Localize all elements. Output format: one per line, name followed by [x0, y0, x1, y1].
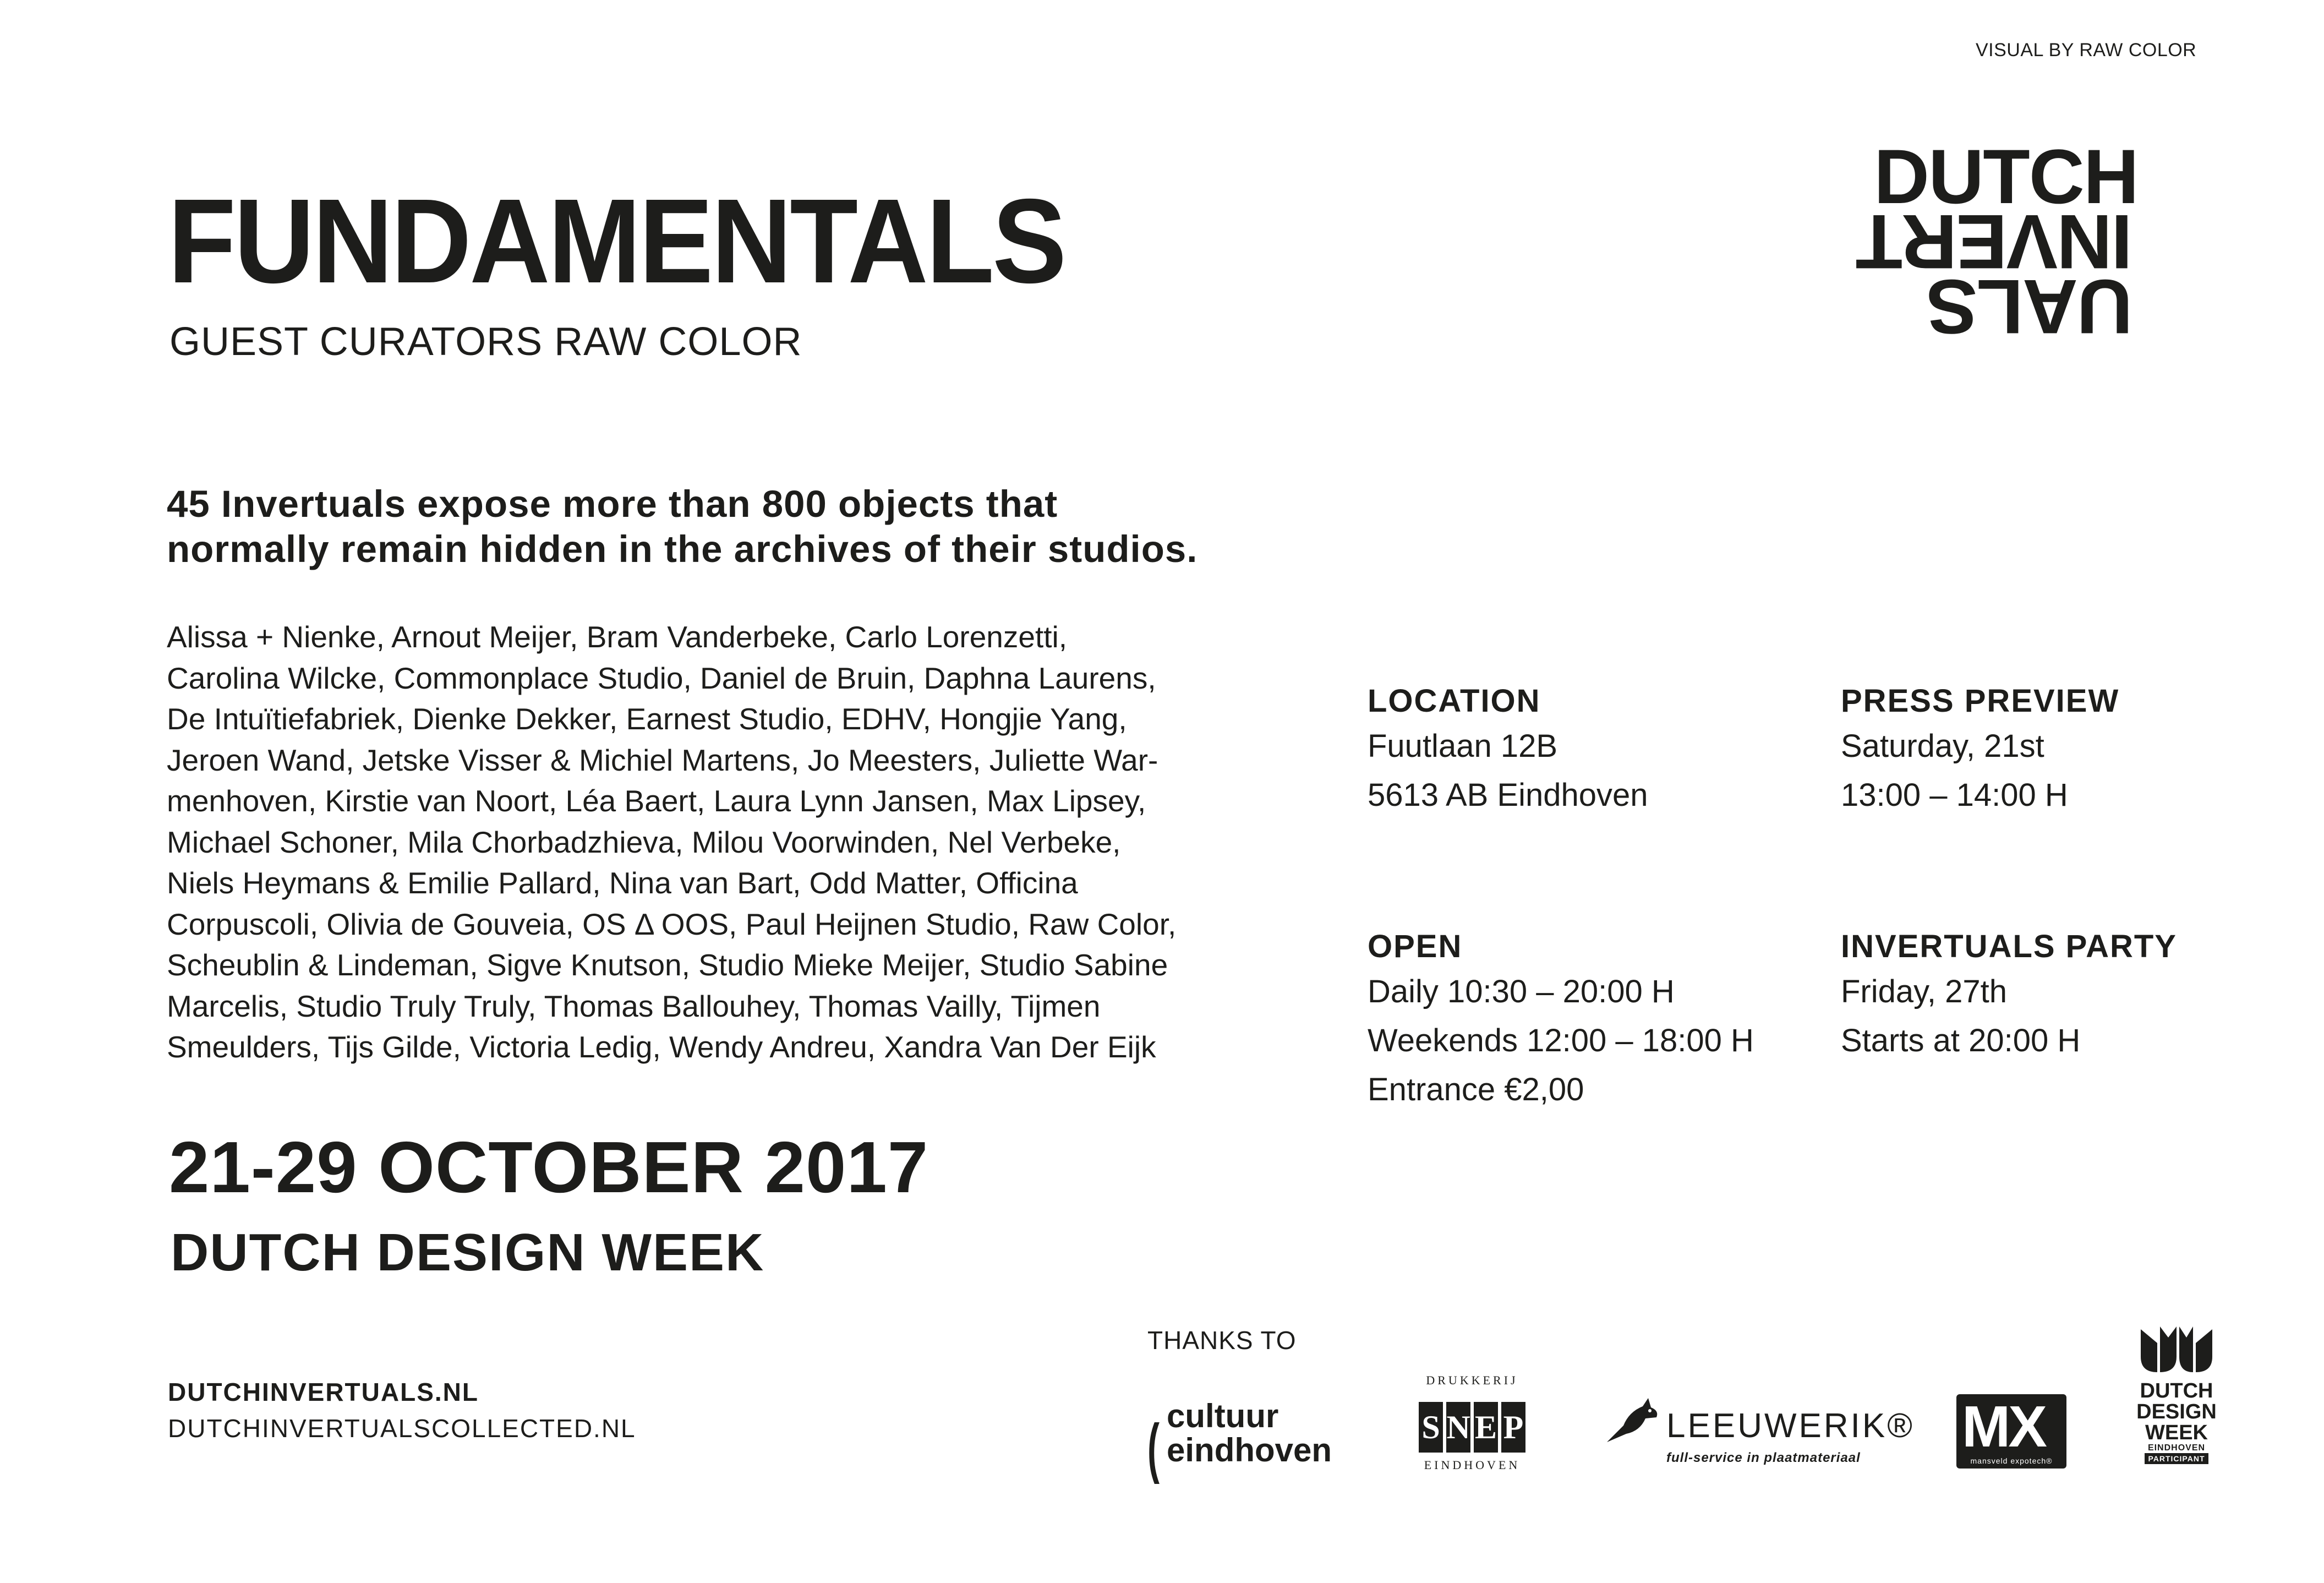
leeuwerik-logo	[1601, 1395, 1915, 1472]
location-heading: LOCATION	[1368, 683, 1541, 719]
open-daily: Daily 10:30 – 20:00 H	[1368, 974, 1675, 1009]
party-heading: INVERTUALS PARTY	[1841, 929, 2177, 964]
location-street: Fuutlaan 12B	[1368, 728, 1558, 764]
ddw-participant-badge: PARTICIPANT	[2145, 1453, 2208, 1464]
snep-logo	[1412, 1373, 1533, 1478]
snep-letter-boxes	[1412, 1402, 1533, 1453]
participants-line: Alissa + Nienke, Arnout Meijer, Bram Vanderbeke, Carlo Lorenzetti,	[167, 620, 1068, 654]
press-preview-block	[1841, 681, 2324, 820]
mansveld-expotech-logo	[1956, 1394, 2066, 1469]
press-heading: PRESS PREVIEW	[1841, 683, 2120, 719]
snep-letter: P	[1501, 1402, 1525, 1453]
logo-line-1: DUTCH	[1874, 133, 2138, 220]
ddw-line-3: WEEK	[2145, 1421, 2208, 1444]
ddw-line-2: DESIGN	[2136, 1400, 2217, 1423]
eindhoven-word: eindhoven	[1167, 1432, 1332, 1469]
event-dates: 21-29 OCTOBER 2017	[169, 1127, 929, 1208]
party-day: Friday, 27th	[1841, 974, 2007, 1009]
participants-line: Niels Heymans & Emilie Pallard, Nina van Bart, Odd Matter, Officina	[167, 866, 1078, 900]
ddw-line-4: EINDHOVEN	[2147, 1443, 2206, 1453]
ddw-tulip-icon	[2138, 1324, 2215, 1373]
participants-list	[167, 616, 1267, 1068]
logo-line-3: UALS	[1927, 264, 2132, 350]
location-city: 5613 AB Eindhoven	[1368, 777, 1648, 813]
location-block	[1368, 681, 1863, 820]
snep-letter: S	[1419, 1402, 1443, 1453]
open-entrance: Entrance €2,00	[1368, 1072, 1584, 1107]
page-subtitle: GUEST CURATORS RAW COLOR	[169, 320, 802, 364]
press-time: 13:00 – 14:00 H	[1841, 777, 2068, 813]
cultuur-word: cultuur	[1167, 1398, 1279, 1434]
participants-line: Marcelis, Studio Truly Truly, Thomas Ballouhey, Thomas Vailly, Tijmen	[167, 989, 1101, 1023]
mx-subtitle: mansveld expotech®	[1970, 1456, 2053, 1465]
lead-statement	[167, 482, 1377, 572]
press-day: Saturday, 21st	[1841, 728, 2044, 764]
lead-line: normally remain hidden in the archives of their studios.	[167, 528, 1198, 570]
event-name: DUTCH DESIGN WEEK	[171, 1223, 765, 1282]
thanks-label: THANKS TO	[1147, 1326, 1297, 1355]
participants-line: Michael Schoner, Mila Chorbadzhieva, Milou Voorwinden, Nel Verbeke,	[167, 825, 1121, 859]
participants-line: De Intuïtiefabriek, Dienke Dekker, Earnest Studio, EDHV, Hongjie Yang,	[167, 702, 1127, 736]
dutch-invertuals-logo	[1856, 133, 2138, 350]
opening-hours-block	[1368, 926, 1863, 1114]
leeuwerik-name: LEEUWERIK®	[1666, 1407, 1915, 1445]
snep-top-label: DRUKKERIJ	[1426, 1373, 1518, 1387]
cultuur-c-mark: (	[1147, 1411, 1160, 1484]
mx-mark: MX	[1962, 1394, 2045, 1459]
visual-credit: VISUAL BY RAW COLOR	[1976, 40, 2197, 61]
open-weekends: Weekends 12:00 – 18:00 H	[1368, 1023, 1754, 1058]
page-title: FUNDAMENTALS	[168, 174, 1065, 308]
logo-line-2: INVERT	[1856, 199, 2132, 285]
website-primary[interactable]: DUTCHINVERTUALS.NL	[168, 1378, 479, 1406]
party-time: Starts at 20:00 H	[1841, 1023, 2081, 1058]
website-secondary[interactable]: DUTCHINVERTUALSCOLLECTED.NL	[168, 1414, 636, 1443]
dutch-design-week-logo	[2135, 1324, 2218, 1486]
snep-letter: N	[1446, 1402, 1470, 1453]
leeuwerik-tagline: full-service in plaatmateriaal	[1666, 1450, 1861, 1465]
open-heading: OPEN	[1368, 929, 1463, 964]
snep-letter: E	[1474, 1402, 1498, 1453]
party-block	[1841, 926, 2324, 1065]
participants-line: Carolina Wilcke, Commonplace Studio, Daniel de Bruin, Daphna Laurens,	[167, 661, 1156, 695]
participants-line: Corpuscoli, Olivia de Gouveia, OS Δ OOS, Paul Heijnen Studio, Raw Color,	[167, 907, 1177, 941]
participants-line: Smeulders, Tijs Gilde, Victoria Ledig, Wendy Andreu, Xandra Van Der Eijk	[167, 1030, 1156, 1064]
snep-bottom-label: EINDHOVEN	[1424, 1458, 1521, 1472]
ddw-line-1: DUTCH	[2140, 1379, 2213, 1402]
lead-line: 45 Invertuals expose more than 800 objects that	[167, 483, 1058, 525]
participants-line: Scheublin & Lindeman, Sigve Knutson, Studio Mieke Meijer, Studio Sabine	[167, 948, 1168, 982]
cultuur-eindhoven-logo	[1147, 1398, 1346, 1484]
participants-line: menhoven, Kirstie van Noort, Léa Baert, Laura Lynn Jansen, Max Lipsey,	[167, 784, 1146, 818]
participants-line: Jeroen Wand, Jetske Visser & Michiel Martens, Jo Meesters, Juliette War-	[167, 743, 1158, 777]
lark-bird-icon	[1601, 1395, 1662, 1445]
